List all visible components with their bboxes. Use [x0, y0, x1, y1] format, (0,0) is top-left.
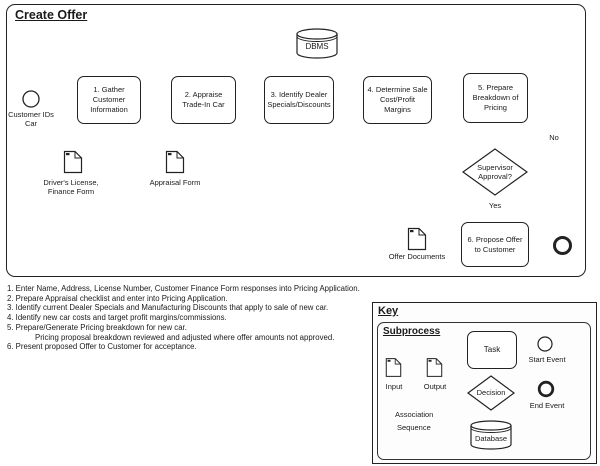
- start-event-label: Customer IDs Car: [8, 110, 54, 128]
- key-sequence-label: Sequence: [397, 423, 431, 432]
- key-input-doc-icon: [385, 357, 402, 378]
- task-3: 3. Identify Dealer Specials/Discounts: [264, 76, 334, 124]
- task-5: 5. Prepare Breakdown of Pricing: [463, 73, 528, 123]
- dbms-database-icon: [296, 28, 338, 59]
- step-line: 6. Present proposed Offer to Customer for acceptance.: [7, 342, 197, 352]
- diagram-title: Create Offer: [15, 8, 88, 22]
- step-line: 3. Identify current Dealer Specials and Manufacturing Discounts that apply to sale of new car.: [7, 303, 329, 313]
- steps-list: [7, 284, 407, 352]
- key-decision-shape: [467, 375, 515, 411]
- task-2: 2. Appraise Trade-In Car: [171, 76, 236, 124]
- appraisal-form-doc-icon: [165, 150, 185, 174]
- step-line: 1. Enter Name, Address, License Number, Customer Finance Form responses into Pricing Application.: [7, 284, 360, 293]
- key-start-event-shape: [537, 336, 553, 352]
- key-database-label: Database: [474, 434, 508, 444]
- decision-label: Supervisor Approval?: [477, 162, 513, 181]
- decision-no-label: No: [549, 133, 559, 142]
- task-6: 6. Propose Offer to Customer: [461, 222, 529, 267]
- key-subprocess-label: Subprocess: [383, 326, 441, 337]
- key-input-label: Input: [385, 382, 403, 391]
- task-4: 4. Determine Sale Cost/Profit Margins: [363, 76, 432, 124]
- step-line: 4. Identify new car costs and target profit margins/commissions.: [7, 313, 227, 323]
- key-end-event-label: End Event: [529, 401, 565, 410]
- step-line: 5. Prepare/Generate Pricing breakdown for new car.: [7, 322, 187, 332]
- key-task-shape: Task: [467, 331, 517, 369]
- key-title: Key: [378, 305, 399, 317]
- appraisal-form-doc-label: Appraisal Form: [149, 178, 201, 187]
- key-start-event-label: Start Event: [528, 355, 566, 364]
- decision-supervisor-approval: [462, 148, 528, 196]
- decision-yes-label: Yes: [488, 201, 502, 210]
- key-decision-label: Decision: [476, 388, 506, 398]
- offer-documents-doc-label: Offer Documents: [388, 252, 446, 261]
- key-end-event-shape: [537, 380, 555, 398]
- key-output-doc-icon: [426, 357, 443, 378]
- step-line: 2. Prepare Appraisal checklist and enter into Pricing Application.: [7, 293, 228, 303]
- start-event: [22, 90, 40, 108]
- key-association-label: Association: [395, 410, 434, 419]
- drivers-license-doc-label: Driver's License, Finance Form: [43, 178, 99, 196]
- task-1: 1. Gather Customer Information: [77, 76, 141, 124]
- end-event: [552, 235, 573, 256]
- dbms-label: DBMS: [305, 41, 329, 51]
- key-database-shape: [470, 420, 512, 450]
- offer-documents-doc-icon: [407, 227, 427, 251]
- step-line-continuation: Pricing proposal breakdown reviewed and adjusted where offer amounts not approved.: [35, 332, 335, 342]
- drivers-license-doc-icon: [63, 150, 83, 174]
- key-output-label: Output: [423, 382, 447, 391]
